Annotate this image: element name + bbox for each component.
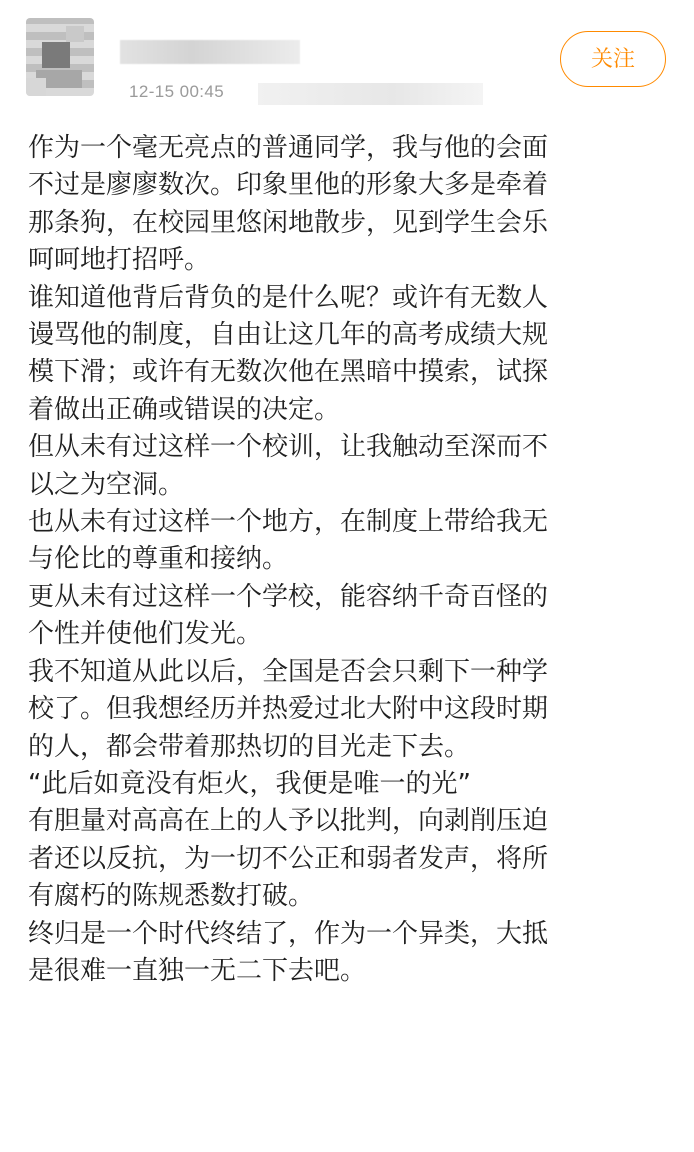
avatar[interactable]	[26, 18, 94, 96]
follow-button[interactable]: 关注	[560, 31, 666, 87]
post-paragraph: 我不知道从此以后，全国是否会只剩下一种学 校了。但我想经历并热爱过北大附中这段时期 的人，都会带着那热切的目光走下去。	[28, 656, 549, 762]
post-meta-blurred	[258, 83, 483, 105]
post-header	[0, 0, 694, 120]
post-paragraph: 有胆量对高高在上的人予以批判，向剥削压迫 者还以反抗，为一切不公正和弱者发声，将所 有腐朽的陈规悉数打破。	[28, 806, 549, 912]
post-paragraph: 谁知道他背后背负的是什么呢？或许有无数人 谩骂他的制度，自由让这几年的高考成绩大规 模下滑；或许有无数次他在黑暗中摸索，试探 着做出正确或错误的决定。	[28, 282, 549, 425]
post-paragraph: 但从未有过这样一个校训，让我触动至深而不 以之为空洞。	[28, 432, 549, 500]
avatar-mosaic-block	[26, 78, 46, 96]
post-paragraph: 更从未有过这样一个学校，能容纳千奇百怪的 个性并使他们发光。	[28, 581, 549, 650]
post-timestamp: 12-15 00:45	[129, 82, 225, 101]
post-paragraph: “此后如竟没有炬火，我便是唯一的光”	[28, 768, 471, 799]
post-paragraph: 作为一个毫无亮点的普通同学，我与他的会面 不过是廖廖数次。印象里他的形象大多是牵着 那条狗，在校园里悠闲地散步，见到学生会乐 呵呵地打招呼。	[28, 133, 549, 276]
avatar-mosaic-block	[66, 26, 84, 42]
post-paragraph: 也从未有过这样一个地方，在制度上带给我无 与伦比的尊重和接纳。	[28, 507, 549, 575]
post-paragraph: 终归是一个时代终结了，作为一个异类，大抵 是很难一直独一无二下去吧。	[28, 918, 549, 986]
username-blurred[interactable]	[120, 40, 300, 64]
post-body	[28, 130, 668, 990]
avatar-mosaic-block	[42, 42, 70, 68]
